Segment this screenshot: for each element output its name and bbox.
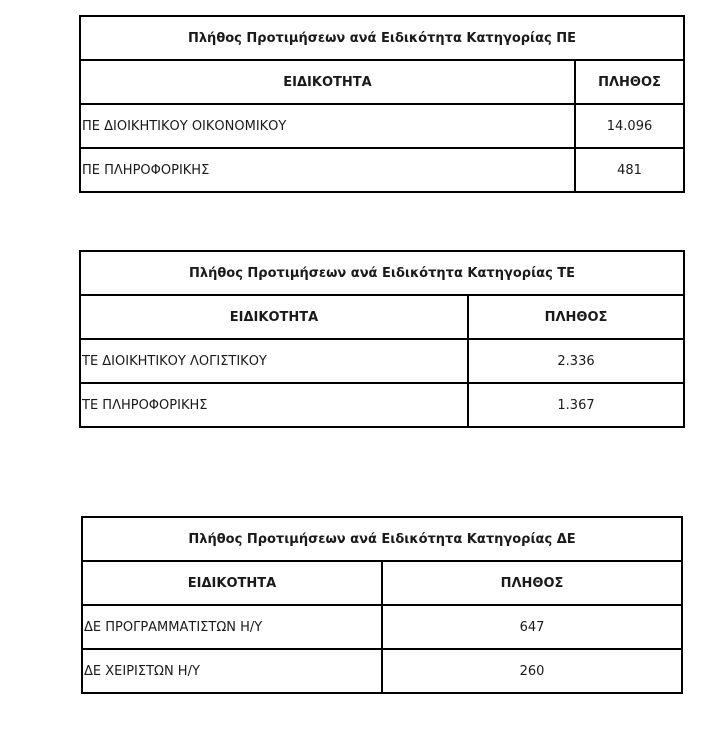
specialty-column-header: ΕΙΔΙΚΟΤΗΤΑ	[80, 60, 575, 104]
count-cell: 2.336	[468, 339, 684, 383]
specialty-cell: ΤΕ ΠΛΗΡΟΦΟΡΙΚΗΣ	[80, 383, 468, 427]
specialty-cell: ΤΕ ΔΙΟΙΚΗΤΙΚΟΥ ΛΟΓΙΣΤΙΚΟΥ	[80, 339, 468, 383]
te-category-table	[79, 250, 685, 428]
specialty-column-header: ΕΙΔΙΚΟΤΗΤΑ	[82, 561, 382, 605]
specialty-cell: ΠΕ ΠΛΗΡΟΦΟΡΙΚΗΣ	[80, 148, 575, 192]
de-category-table	[81, 516, 683, 694]
count-column-header: ΠΛΗΘΟΣ	[575, 60, 684, 104]
table-title: Πλήθος Προτιμήσεων ανά Ειδικότητα Κατηγορίας ΤΕ	[80, 251, 684, 295]
table-row	[82, 605, 682, 649]
count-cell: 1.367	[468, 383, 684, 427]
specialty-cell: ΠΕ ΔΙΟΙΚΗΤΙΚΟΥ ΟΙΚΟΝΟΜΙΚΟΥ	[80, 104, 575, 148]
count-cell: 14.096	[575, 104, 684, 148]
count-cell: 647	[382, 605, 682, 649]
table-row	[80, 383, 684, 427]
table-title-row	[80, 251, 684, 295]
table-row	[80, 148, 684, 192]
specialty-column-header: ΕΙΔΙΚΟΤΗΤΑ	[80, 295, 468, 339]
table-title: Πλήθος Προτιμήσεων ανά Ειδικότητα Κατηγορίας ΔΕ	[82, 517, 682, 561]
table-header-row	[80, 295, 684, 339]
table-row	[80, 104, 684, 148]
pe-category-table	[79, 15, 685, 193]
table-header-row	[82, 561, 682, 605]
table-row	[80, 339, 684, 383]
table-title-row	[80, 16, 684, 60]
count-cell: 481	[575, 148, 684, 192]
specialty-cell: ΔΕ ΠΡΟΓΡΑΜΜΑΤΙΣΤΩΝ Η/Υ	[82, 605, 382, 649]
table-title-row	[82, 517, 682, 561]
count-cell: 260	[382, 649, 682, 693]
count-column-header: ΠΛΗΘΟΣ	[468, 295, 684, 339]
count-column-header: ΠΛΗΘΟΣ	[382, 561, 682, 605]
specialty-cell: ΔΕ ΧΕΙΡΙΣΤΩΝ Η/Υ	[82, 649, 382, 693]
table-title: Πλήθος Προτιμήσεων ανά Ειδικότητα Κατηγορίας ΠΕ	[80, 16, 684, 60]
table-header-row	[80, 60, 684, 104]
table-row	[82, 649, 682, 693]
